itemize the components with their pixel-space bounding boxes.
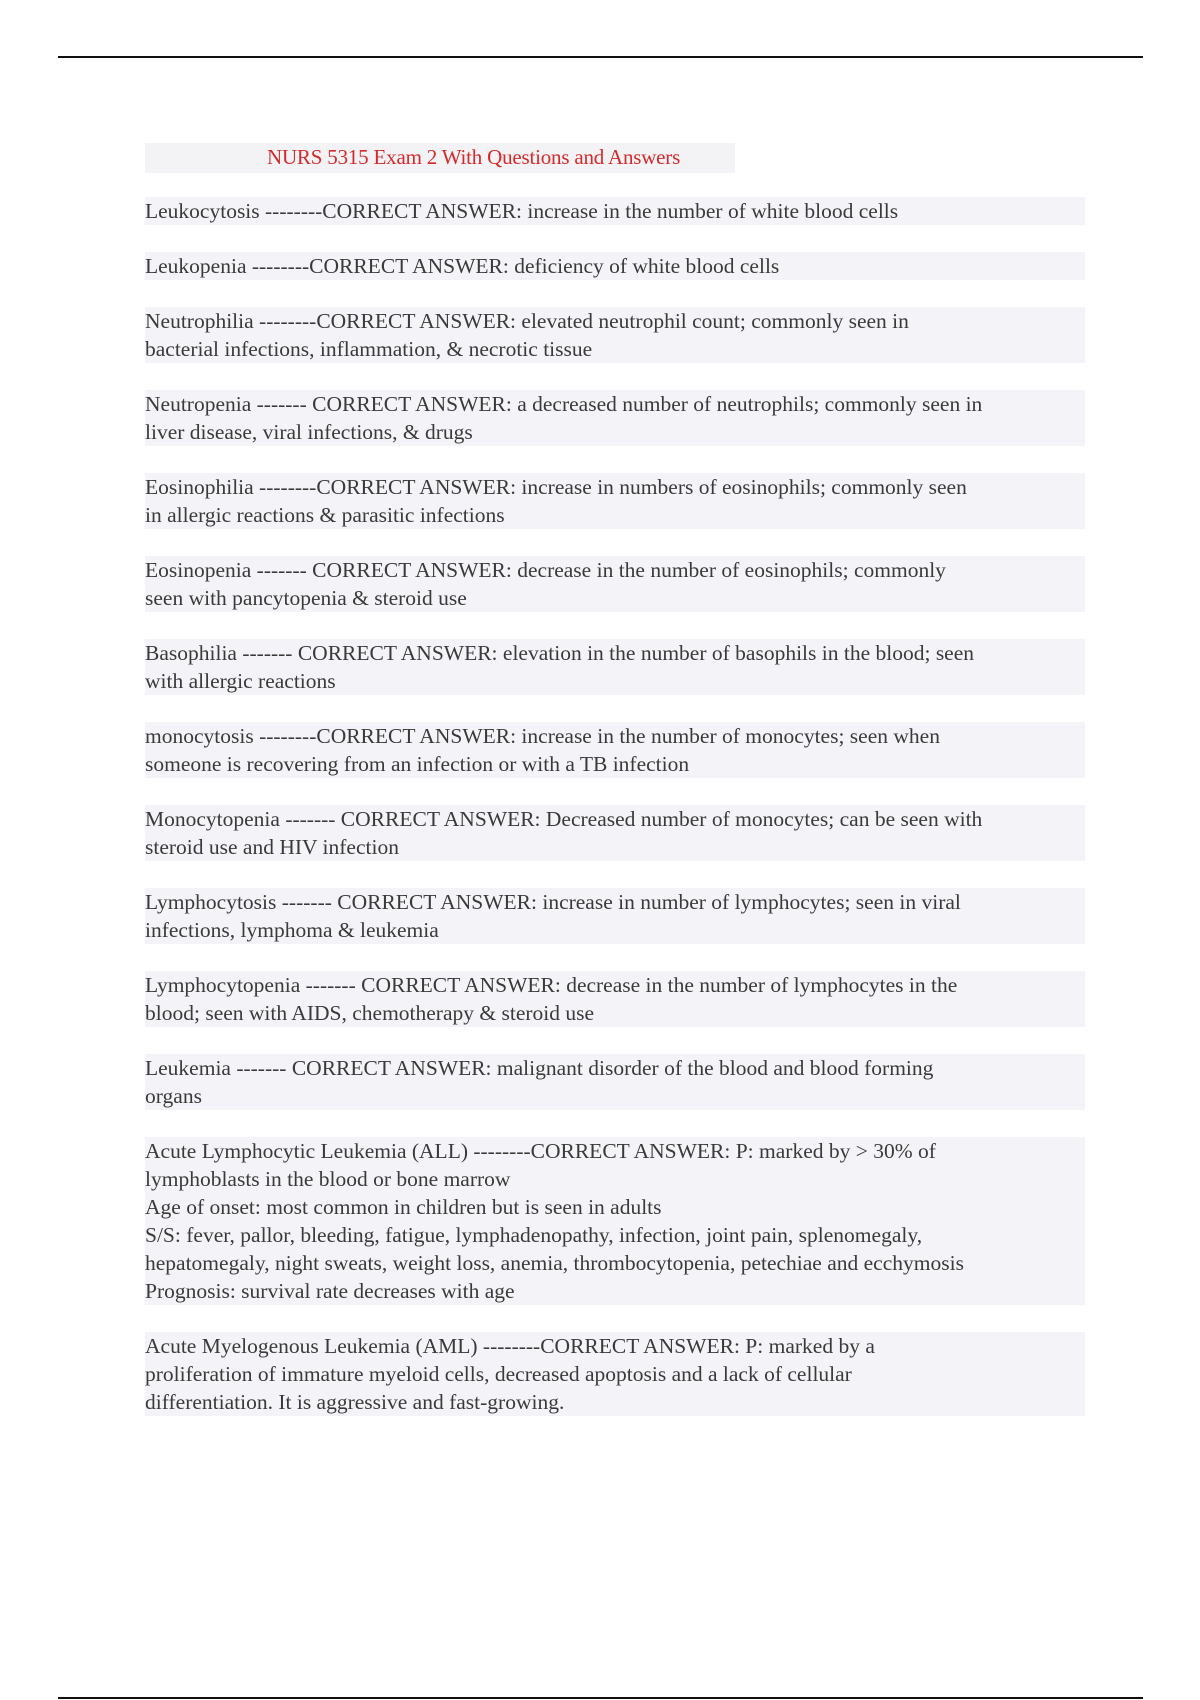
qa-entry-line: Basophilia ------- CORRECT ANSWER: elevation in the number of basophils in the blood; seen: [145, 641, 975, 665]
qa-entry-line: Acute Myelogenous Leukemia (AML) --------CORRECT ANSWER: P: marked by a: [145, 1334, 875, 1358]
top-rule: [58, 56, 1143, 58]
qa-entry: [145, 722, 1085, 778]
qa-entry-line: lymphoblasts in the blood or bone marrow: [145, 1167, 511, 1191]
qa-entry-line: S/S: fever, pallor, bleeding, fatigue, lymphadenopathy, infection, joint pain, splenomegaly,: [145, 1223, 923, 1247]
qa-entry-line: in allergic reactions & parasitic infections: [145, 503, 505, 527]
title-row: [145, 143, 735, 173]
qa-list: [145, 197, 1085, 1416]
qa-entry-line: with allergic reactions: [145, 669, 336, 693]
qa-entry: [145, 307, 1085, 363]
qa-entry-line: Leukopenia --------CORRECT ANSWER: deficiency of white blood cells: [145, 254, 780, 278]
qa-entry-line: Monocytopenia ------- CORRECT ANSWER: Decreased number of monocytes; can be seen with: [145, 807, 983, 831]
qa-entry-line: Lymphocytosis ------- CORRECT ANSWER: increase in number of lymphocytes; seen in viral: [145, 890, 961, 914]
qa-entry: [145, 473, 1085, 529]
qa-entry-line: Lymphocytopenia ------- CORRECT ANSWER: decrease in the number of lymphocytes in the: [145, 973, 958, 997]
qa-entry-line: steroid use and HIV infection: [145, 835, 399, 859]
document-title: NURS 5315 Exam 2 With Questions and Answers: [267, 145, 681, 169]
qa-entry: [145, 252, 1085, 280]
qa-entry-line: Eosinopenia ------- CORRECT ANSWER: decrease in the number of eosinophils; commonly: [145, 558, 946, 582]
qa-entry: [145, 805, 1085, 861]
qa-entry-line: differentiation. It is aggressive and fast-growing.: [145, 1390, 565, 1414]
qa-entry-line: liver disease, viral infections, & drugs: [145, 420, 473, 444]
qa-entry: [145, 1054, 1085, 1110]
qa-entry: [145, 390, 1085, 446]
qa-entry: [145, 556, 1085, 612]
bottom-rule: [58, 1697, 1143, 1699]
qa-entry-line: Neutropenia ------- CORRECT ANSWER: a decreased number of neutrophils; commonly seen in: [145, 392, 983, 416]
qa-entry-line: blood; seen with AIDS, chemotherapy & steroid use: [145, 1001, 595, 1025]
qa-entry-line: bacterial infections, inflammation, & necrotic tissue: [145, 337, 593, 361]
qa-entry-line: organs: [145, 1084, 202, 1108]
qa-entry-line: hepatomegaly, night sweats, weight loss, anemia, thrombocytopenia, petechiae and ecchymosis: [145, 1251, 964, 1275]
qa-entry-line: Leukocytosis --------CORRECT ANSWER: increase in the number of white blood cells: [145, 199, 899, 223]
qa-entry-line: Prognosis: survival rate decreases with age: [145, 1279, 515, 1303]
qa-entry-line: infections, lymphoma & leukemia: [145, 918, 439, 942]
qa-entry-line: Leukemia ------- CORRECT ANSWER: malignant disorder of the blood and blood forming: [145, 1056, 934, 1080]
qa-entry-line: proliferation of immature myeloid cells, decreased apoptosis and a lack of cellular: [145, 1362, 852, 1386]
qa-entry-line: Acute Lymphocytic Leukemia (ALL) --------CORRECT ANSWER: P: marked by > 30% of: [145, 1139, 936, 1163]
qa-entry: [145, 1332, 1085, 1416]
document-body: [145, 143, 1085, 1443]
qa-entry-line: someone is recovering from an infection or with a TB infection: [145, 752, 690, 776]
qa-entry: [145, 1137, 1085, 1305]
qa-entry-line: monocytosis --------CORRECT ANSWER: increase in the number of monocytes; seen when: [145, 724, 940, 748]
qa-entry-line: Neutrophilia --------CORRECT ANSWER: elevated neutrophil count; commonly seen in: [145, 309, 909, 333]
qa-entry-line: seen with pancytopenia & steroid use: [145, 586, 467, 610]
qa-entry: [145, 888, 1085, 944]
qa-entry-line: Eosinophilia --------CORRECT ANSWER: increase in numbers of eosinophils; commonly seen: [145, 475, 967, 499]
qa-entry: [145, 197, 1085, 225]
qa-entry: [145, 639, 1085, 695]
qa-entry: [145, 971, 1085, 1027]
qa-entry-line: Age of onset: most common in children but is seen in adults: [145, 1195, 662, 1219]
